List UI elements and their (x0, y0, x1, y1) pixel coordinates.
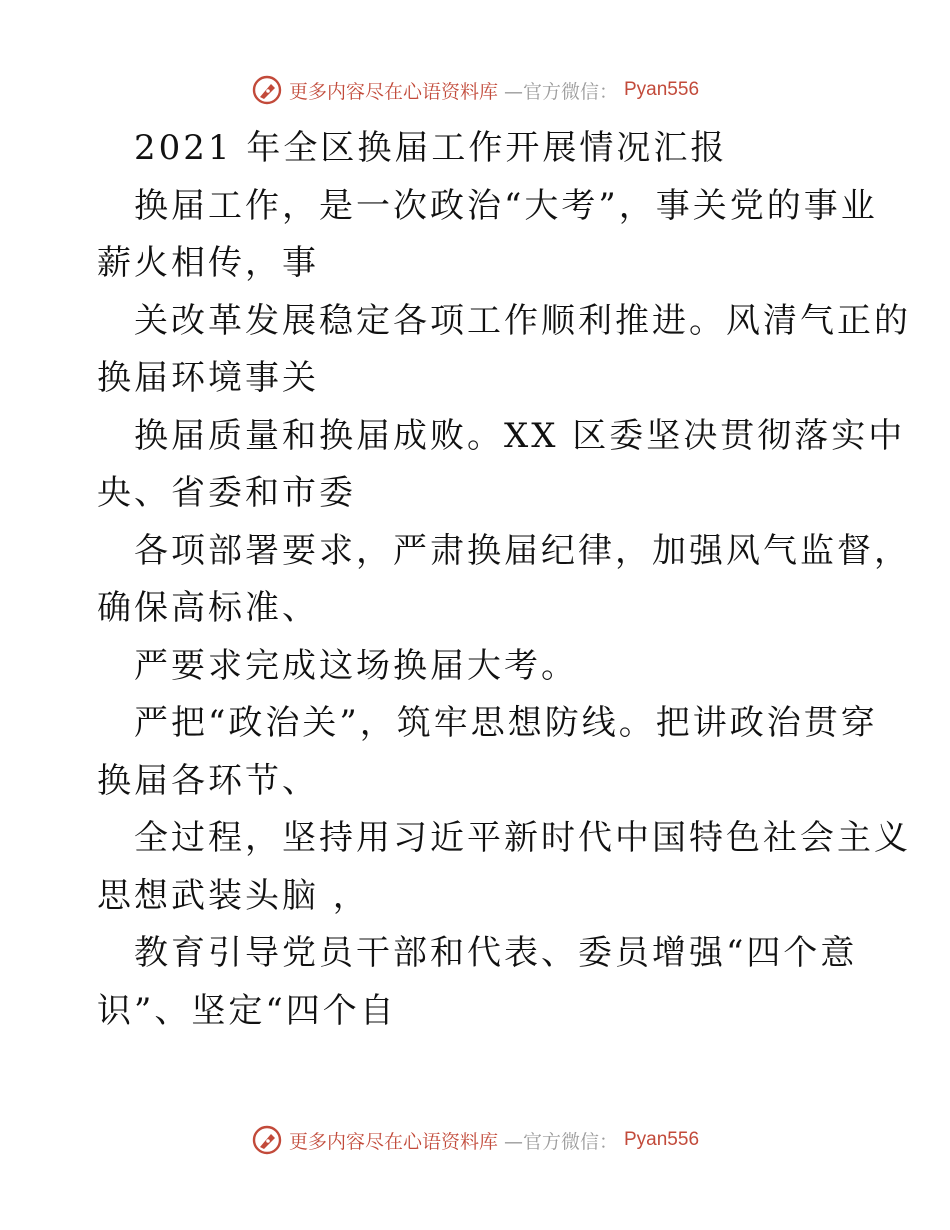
watermark-brand: 更多内容尽在心语资料库 (288, 1130, 498, 1153)
text-line: 识”、坚定“四个自 (97, 990, 397, 1031)
text-line: 换届质量和换届成败。XX 区委坚决贯彻落实中 (134, 415, 906, 456)
text-line: 换届工作，是一次政治“大考”，事关党的事业 (134, 185, 878, 226)
text-line: 各项部署要求，严肃换届纪律，加强风气监督， (134, 530, 911, 571)
text-line: 严把“政治关”，筑牢思想防线。把讲政治贯穿 (134, 703, 878, 743)
text-line: 关改革发展稳定各项工作顺利推进。风清气正的 (134, 300, 911, 341)
text-line: 央、省委和市委 (97, 473, 356, 513)
text-line: 教育引导党员干部和代表、委员增强“四个意 (134, 933, 858, 973)
text-line: 思想武装头脑 ， (97, 875, 370, 916)
header-watermark (0, 74, 950, 106)
watermark-account: Pyan556 (624, 1129, 700, 1150)
footer-watermark (0, 1124, 950, 1156)
document-body (97, 120, 911, 1040)
watermark-account: Pyan556 (624, 79, 700, 100)
text-line: 全过程，坚持用习近平新时代中国特色社会主义 (134, 818, 911, 858)
document-title: 2021 年全区换届工作开展情况汇报 (134, 128, 728, 168)
text-line: 换届环境事关 (97, 358, 319, 398)
text-line: 确保高标准、 (97, 588, 319, 628)
watermark-separator: —官方微信： (503, 80, 618, 103)
pen-nib-circle-icon (251, 1124, 283, 1156)
text-line: 严要求完成这场换届大考。 (134, 645, 578, 686)
text-line: 薪火相传，事 (97, 243, 319, 283)
pen-nib-circle-icon (251, 74, 283, 106)
watermark-brand: 更多内容尽在心语资料库 (288, 80, 498, 103)
text-line: 换届各环节、 (97, 760, 319, 801)
watermark-separator: —官方微信： (503, 1130, 618, 1153)
